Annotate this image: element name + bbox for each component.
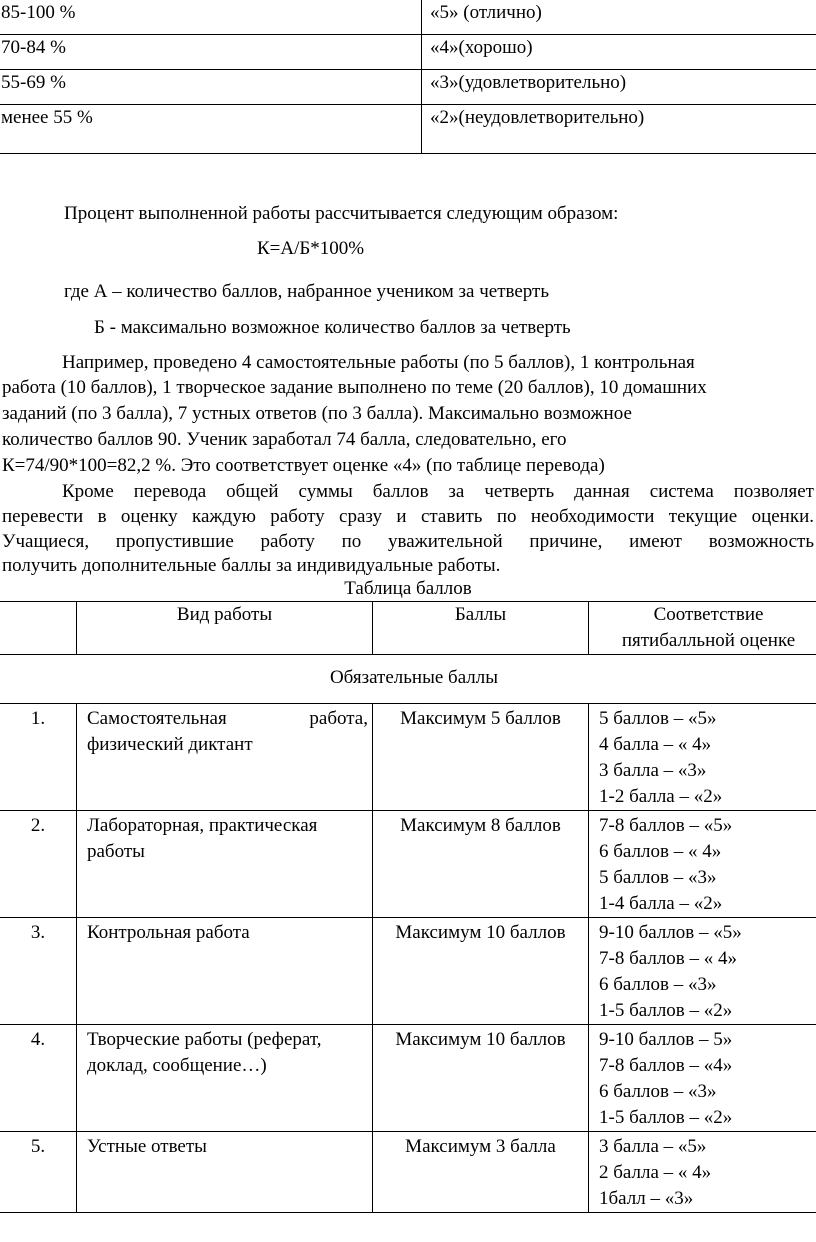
grade-line: 3 балла – «5» [599,1136,707,1157]
row-points: Максимум 3 балла [373,1132,589,1213]
section-row [0,655,816,704]
grade-line: 9-10 баллов – «5» [599,922,742,943]
work-line1: Контрольная работа [87,922,250,943]
table-row [0,1132,816,1213]
grade-line: 5 баллов – «5» [599,708,717,729]
row-work-type [77,918,373,1025]
grade-value: «5» (отлично) [422,0,816,35]
grade-scale-row [0,105,816,154]
row-work-type [77,704,373,811]
grade-line: 1-2 балла – «2» [599,786,723,807]
example-line: количество баллов 90. Ученик заработал 74 балла, следовательно, его [2,429,567,450]
header-points: Баллы [373,602,589,655]
grade-range: 55-69 % [0,70,422,105]
work-line1: Творческие работы (реферат, [87,1029,322,1050]
system-line: Кроме перевода общей суммы баллов за четверть данная система позволяет [62,481,814,502]
header-match-line1: Соответствие [653,604,764,625]
definition-b: Б - максимально возможное количество баллов за четверть [94,317,571,338]
row-grades [589,704,816,811]
system-line: получить дополнительные баллы за индивидуальные работы. [2,555,501,576]
table-row [0,704,816,811]
grade-line: 6 баллов – «3» [599,974,717,995]
header-match-line2: пятибалльной оценке [621,630,796,651]
row-grades [589,1132,816,1213]
grade-value: «2»(неудовлетворительно) [422,105,816,154]
table-row [0,811,816,918]
points-table-header [0,602,816,655]
grade-line: 1-5 баллов – «2» [599,1107,733,1128]
work-line1: Самостоятельная работа, [87,708,368,729]
row-grades [589,811,816,918]
row-points: Максимум 8 баллов [373,811,589,918]
grade-scale-row [0,0,816,35]
row-number: 2. [0,811,77,918]
example-line: К=74/90*100=82,2 %. Это соответствует оценке «4» (по таблице перевода) [2,455,605,476]
formula: К=А/Б*100% [257,238,365,259]
grade-scale-row [0,70,816,105]
definition-a: где А – количество баллов, набранное учеником за четверть [64,281,550,302]
table-row [0,1025,816,1132]
row-work-type [77,811,373,918]
work-line2: доклад, сообщение…) [87,1055,267,1076]
grade-line: 1-5 баллов – «2» [599,1000,733,1021]
grade-value: «4»(хорошо) [422,35,816,70]
grade-line: 2 балла – « 4» [599,1162,712,1183]
row-points: Максимум 10 баллов [373,1025,589,1132]
row-points: Максимум 10 баллов [373,918,589,1025]
header-number [0,602,77,655]
example-line: Например, проведено 4 самостоятельные работы (по 5 баллов), 1 контрольная [62,352,695,373]
row-work-type [77,1132,373,1213]
intro-text: Процент выполненной работы рассчитывается следующим образом: [64,203,619,224]
work-line2: физический диктант [87,734,253,755]
grade-line: 7-8 баллов – «5» [599,815,733,836]
header-match [589,602,816,655]
grade-value: «3»(удовлетворительно) [422,70,816,105]
row-grades [589,1025,816,1132]
grade-line: 1балл – «3» [599,1188,694,1209]
row-work-type [77,1025,373,1132]
grade-line: 5 баллов – «3» [599,867,717,888]
points-table [0,601,816,1213]
work-line1: Лабораторная, практическая [87,815,318,836]
row-number: 3. [0,918,77,1025]
grade-line: 1-4 балла – «2» [599,893,723,914]
example-line: работа (10 баллов), 1 творческое задание выполнено по теме (20 баллов), 10 домашних [2,377,707,398]
system-line: перевести в оценку каждую работу сразу и ставить по необходимости текущие оценки. [2,506,814,527]
grade-line: 6 баллов – « 4» [599,841,722,862]
row-points: Максимум 5 баллов [373,704,589,811]
work-line1: Устные ответы [87,1136,207,1157]
row-number: 5. [0,1132,77,1213]
grade-line: 9-10 баллов – 5» [599,1029,733,1050]
section-title: Обязательные баллы [0,655,816,704]
row-grades [589,918,816,1025]
work-line2: работы [87,841,145,862]
grade-scale-table [0,0,816,154]
grade-line: 7-8 баллов – « 4» [599,948,738,969]
grade-scale-row [0,35,816,70]
grade-line: 3 балла – «3» [599,760,707,781]
row-number: 4. [0,1025,77,1132]
grade-range: 70-84 % [0,35,422,70]
grade-line: 4 балла – « 4» [599,734,712,755]
table-row [0,918,816,1025]
grade-line: 6 баллов – «3» [599,1081,717,1102]
row-number: 1. [0,704,77,811]
example-line: заданий (по 3 балла), 7 устных ответов (по 3 балла). Максимально возможное [2,403,632,424]
grade-range: 85-100 % [0,0,422,35]
grade-line: 7-8 баллов – «4» [599,1055,733,1076]
header-work-type: Вид работы [77,602,373,655]
points-table-caption: Таблица баллов [344,578,472,599]
grade-range: менее 55 % [0,105,422,154]
system-line: Учащиеся, пропустившие работу по уважительной причине, имеют возможность [2,531,814,552]
